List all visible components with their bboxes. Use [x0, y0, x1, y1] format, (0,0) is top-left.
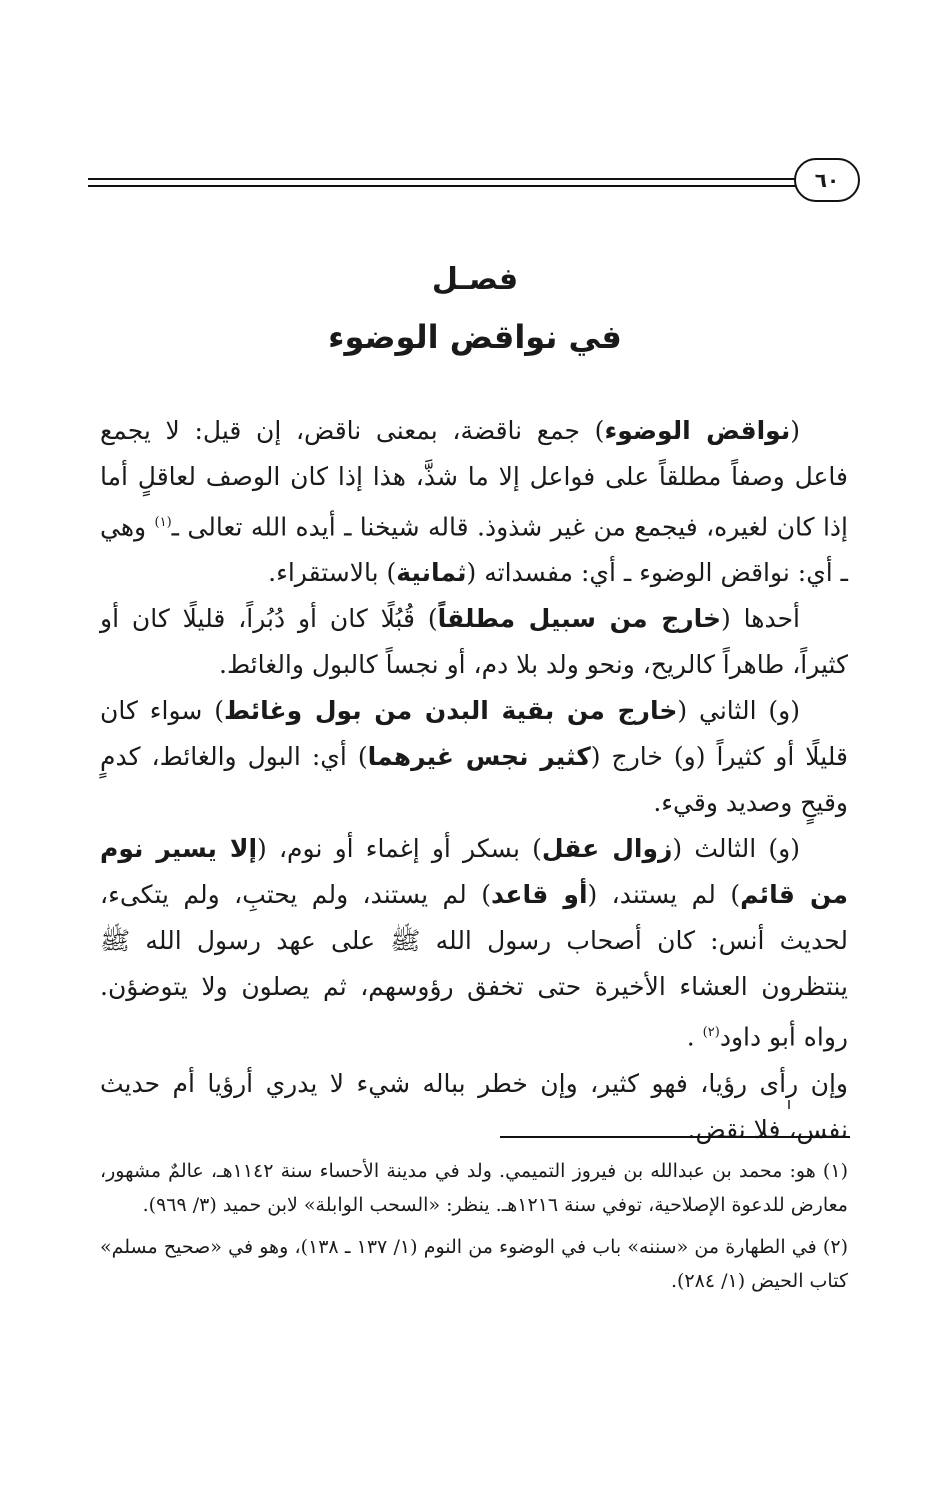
- footnotes: [100, 1154, 848, 1306]
- main-text: [100, 408, 848, 1153]
- bold-term: خارج من بقية البدن من بول وغائط: [224, 696, 678, 726]
- footnote-1: (١) هو: محمد بن عبدالله بن فيروز التميمي. ولد في مدينة الأحساء سنة ١١٤٢هـ، عالمٌ مشهور، معارض للدعوة الإصلاحية، توفي سنة ١٢١٦هـ. ينظر: «السحب الوابلة» لابن حميد (٣/ ٩٦٩).: [100, 1160, 848, 1216]
- text-run: ) بالاستقراء.: [268, 558, 397, 588]
- text-run: ) أي: البول والغائط، كدمٍ وقيحٍ وصديد وقيء.: [100, 742, 848, 818]
- footnote-ref-2[interactable]: (٢): [702, 1025, 720, 1041]
- bold-term: نواقض الوضوء: [604, 416, 791, 445]
- text-run: (و) الثاني (: [677, 696, 801, 726]
- print-mark: [788, 1100, 790, 1109]
- text-run: ) لم يستند، (: [587, 880, 741, 910]
- paragraph-2: [100, 596, 848, 688]
- paragraph-3: [100, 688, 848, 826]
- text-run: ) بسكر أو إغماء أو نوم، (: [257, 834, 542, 864]
- bold-term: كثير نجس غيرهما: [367, 742, 591, 772]
- paragraph-4: [100, 826, 848, 1060]
- bold-term: زوال عقل: [541, 834, 673, 864]
- text-run: ) لم يستند، ولم يحتبِ، ولم يتكىء، لحديث أنس: كان أصحاب رسول الله ﷺ على عهد رسول الله ﷺ ينتظرون العشاء الأخيرة حتى تخفق رؤوسهم، ثم يصلون ولا يتوضؤن. رواه أبو داود: [100, 880, 848, 1052]
- text-run: (: [790, 416, 800, 445]
- footnote-2: (٢) في الطهارة من «سننه» باب في الوضوء من النوم (١/ ١٣٧ ـ ١٣٨)، وهو في «صحيح مسلم» كتاب الحيض (١/ ٢٨٤).: [100, 1236, 848, 1292]
- text-run: (و) الثالث (: [672, 834, 800, 864]
- text-run: وهي ـ أي: نواقض الوضوء ـ أي: مفسداته (: [100, 512, 848, 588]
- text-run: أحدها (: [721, 604, 800, 634]
- page-number: ٦٠: [814, 168, 840, 192]
- bold-term: ثمانية: [396, 558, 467, 588]
- text-run: ) سواء كان قليلًا أو كثيراً (و) خارج (: [100, 696, 848, 772]
- footnote-separator: [500, 1136, 850, 1138]
- text-run: ) قُبُلًا كان أو دُبُراً، قليلًا كان أو كثيراً، طاهراً كالريح، ونحو ولد بلا دم، أو نجساً كالبول والغائط.: [100, 604, 848, 680]
- header-rule: [88, 178, 810, 187]
- chapter-title: في نواقض الوضوء: [328, 318, 622, 356]
- section-title: فصـل: [431, 262, 519, 297]
- footnote-ref-1[interactable]: (١): [154, 515, 172, 530]
- page-number-badge: [794, 158, 860, 202]
- page-header: [88, 148, 860, 200]
- bold-term: أو قاعد: [490, 880, 588, 910]
- text-run: ) جمع ناقضة، بمعنى ناقض، إن قيل: لا يجمع فاعل وصفاً مطلقاً على فواعل إلا ما شذَّ، هذا إذا كان الوصف لعاقلٍ أما إذا كان لغيره، فيجمع من غير شذوذ. قاله شيخنا ـ أيده الله تعالى ـ: [100, 416, 849, 542]
- bold-term: إلا يسير نوم من قائم: [100, 834, 848, 910]
- text-run: .: [686, 1022, 703, 1052]
- paragraph-5: وإن رأى رؤيا، فهو كثير، وإن خطر بباله شيء لا يدري أرؤيا أم حديث نفس، فلا نقض.: [100, 1068, 848, 1144]
- bold-term: خارج من سبيل مطلقاً: [437, 604, 722, 634]
- paragraph-1: [100, 408, 848, 596]
